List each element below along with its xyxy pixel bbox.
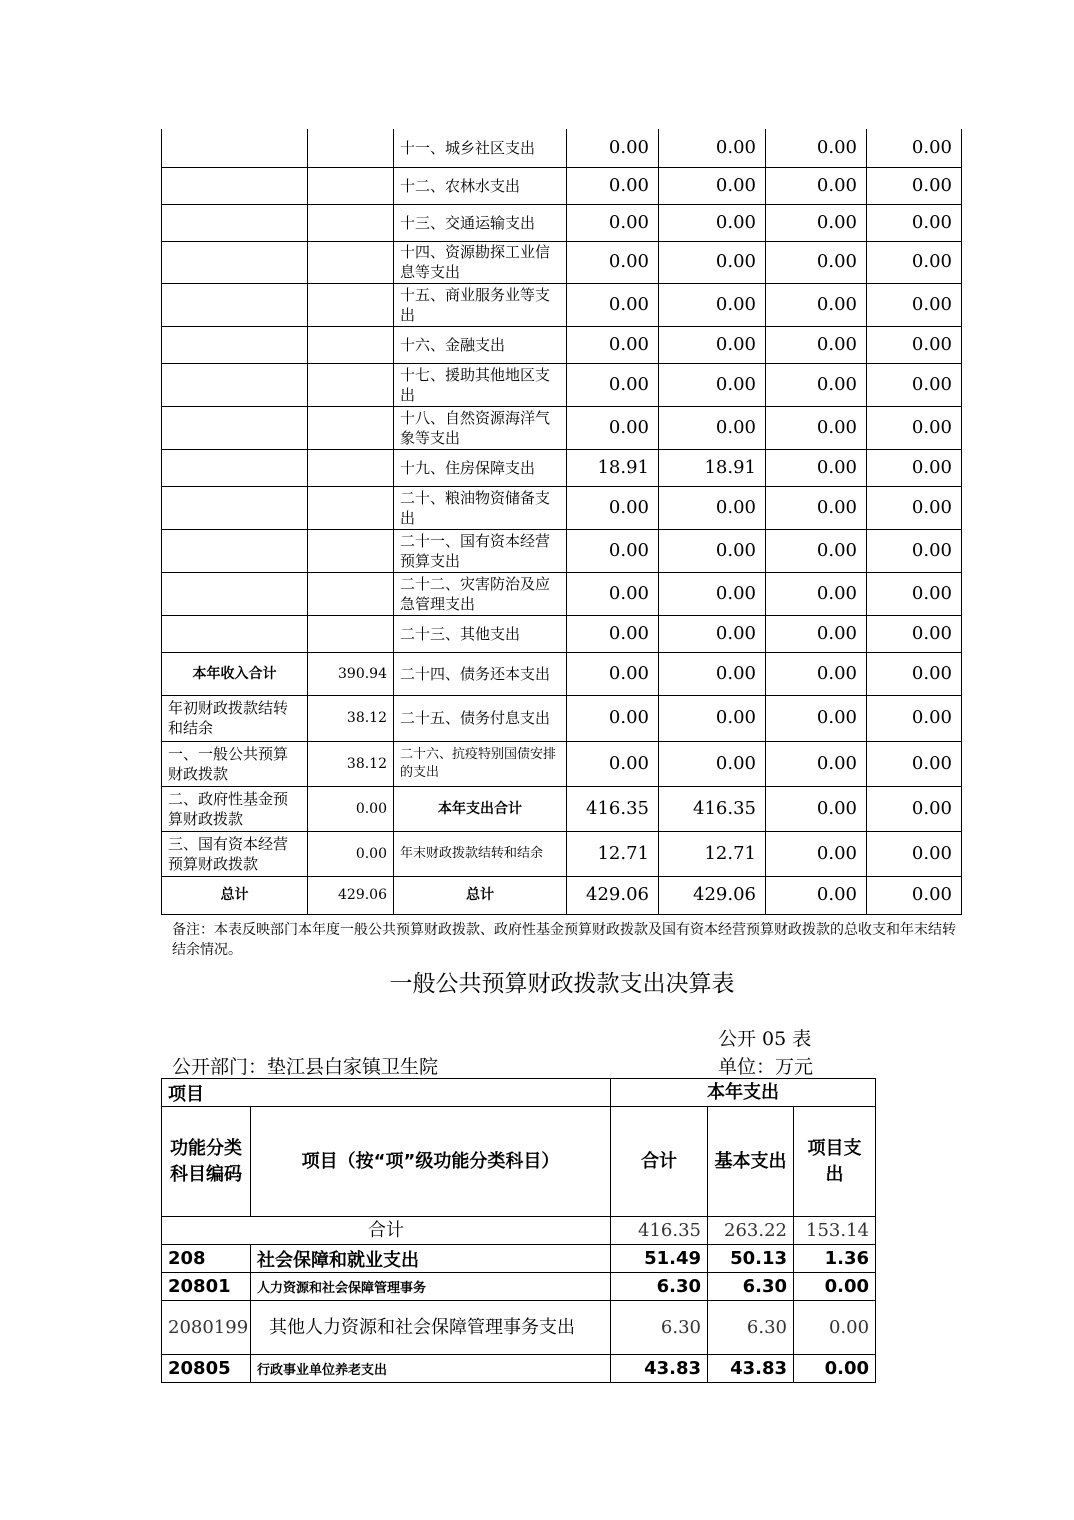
row-total: 43.83 xyxy=(611,1355,708,1383)
header-item: 项目 xyxy=(162,1079,611,1107)
fund-value: 0.00 xyxy=(766,486,867,529)
general-value: 0.00 xyxy=(659,167,766,204)
state-value: 0.00 xyxy=(867,831,962,876)
fund-value: 0.00 xyxy=(766,615,867,652)
income-expense-table xyxy=(161,129,962,915)
state-value: 0.00 xyxy=(867,449,962,486)
item-label: 二十五、债务付息支出 xyxy=(394,695,567,741)
left-value xyxy=(308,529,394,572)
item-label: 二十三、其他支出 xyxy=(394,615,567,652)
row-basic: 50.13 xyxy=(708,1245,794,1273)
left-label xyxy=(162,486,308,529)
fund-value: 0.00 xyxy=(766,529,867,572)
total-value: 0.00 xyxy=(567,486,659,529)
general-value: 0.00 xyxy=(659,283,766,326)
left-value xyxy=(308,204,394,241)
row-code: 20805 xyxy=(162,1355,251,1383)
expense-table xyxy=(161,1078,876,1383)
item-label: 二十六、抗疫特别国债安排的支出 xyxy=(394,741,567,786)
department-label: 公开部门：垫江县白家镇卫生院 xyxy=(172,1056,439,1078)
total-value: 0.00 xyxy=(567,363,659,406)
item-label: 十九、住房保障支出 xyxy=(394,449,567,486)
row-project: 0.00 xyxy=(794,1301,876,1355)
left-label: 本年收入合计 xyxy=(162,652,308,695)
fund-value: 0.00 xyxy=(766,695,867,741)
state-value: 0.00 xyxy=(867,529,962,572)
left-label xyxy=(162,241,308,283)
fund-value: 0.00 xyxy=(766,876,867,914)
row-project: 0.00 xyxy=(794,1355,876,1383)
left-value: 429.06 xyxy=(308,876,394,914)
left-value xyxy=(308,283,394,326)
state-value: 0.00 xyxy=(867,406,962,449)
left-value: 0.00 xyxy=(308,786,394,831)
state-value: 0.00 xyxy=(867,283,962,326)
item-label: 二十一、国有资本经营预算支出 xyxy=(394,529,567,572)
row-project: 0.00 xyxy=(794,1273,876,1301)
table-row xyxy=(162,1273,876,1301)
total-value: 0.00 xyxy=(567,326,659,363)
general-value: 0.00 xyxy=(659,129,766,167)
sum-project: 153.14 xyxy=(794,1217,876,1245)
col-code: 功能分类科目编码 xyxy=(162,1107,251,1217)
general-value: 0.00 xyxy=(659,615,766,652)
state-value: 0.00 xyxy=(867,572,962,615)
item-label: 十八、自然资源海洋气象等支出 xyxy=(394,406,567,449)
table-row xyxy=(162,741,962,786)
left-value: 390.94 xyxy=(308,652,394,695)
table-row xyxy=(162,1301,876,1355)
col-total: 合计 xyxy=(611,1107,708,1217)
state-value: 0.00 xyxy=(867,615,962,652)
item-label: 二十四、债务还本支出 xyxy=(394,652,567,695)
fund-value: 0.00 xyxy=(766,283,867,326)
left-label xyxy=(162,529,308,572)
left-label xyxy=(162,129,308,167)
row-code: 20801 xyxy=(162,1273,251,1301)
total-value: 18.91 xyxy=(567,449,659,486)
left-value xyxy=(308,363,394,406)
fund-value: 0.00 xyxy=(766,363,867,406)
table-row xyxy=(162,876,962,914)
fund-value: 0.00 xyxy=(766,167,867,204)
general-value: 0.00 xyxy=(659,204,766,241)
unit-label: 单位：万元 xyxy=(718,1056,814,1078)
left-label xyxy=(162,572,308,615)
left-label: 总计 xyxy=(162,876,308,914)
fund-value: 0.00 xyxy=(766,741,867,786)
table-row xyxy=(162,695,962,741)
row-total: 6.30 xyxy=(611,1273,708,1301)
table-row xyxy=(162,406,962,449)
fund-value: 0.00 xyxy=(766,406,867,449)
sum-basic: 263.22 xyxy=(708,1217,794,1245)
item-label: 本年支出合计 xyxy=(394,786,567,831)
fund-value: 0.00 xyxy=(766,241,867,283)
left-value xyxy=(308,326,394,363)
row-code: 208 xyxy=(162,1245,251,1273)
left-label xyxy=(162,615,308,652)
fund-value: 0.00 xyxy=(766,572,867,615)
left-label xyxy=(162,326,308,363)
table-title: 一般公共预算财政拨款支出决算表 xyxy=(389,971,735,997)
fund-value: 0.00 xyxy=(766,204,867,241)
state-value: 0.00 xyxy=(867,695,962,741)
sum-label: 合计 xyxy=(162,1217,611,1245)
item-label: 十四、资源勘探工业信息等支出 xyxy=(394,241,567,283)
row-name: 行政事业单位养老支出 xyxy=(251,1355,611,1383)
general-value: 429.06 xyxy=(659,876,766,914)
table-row xyxy=(162,204,962,241)
col-project: 项目支出 xyxy=(794,1107,876,1217)
left-value: 0.00 xyxy=(308,831,394,876)
total-value: 0.00 xyxy=(567,529,659,572)
left-label: 三、国有资本经营预算财政拨款 xyxy=(162,831,308,876)
item-label: 二十二、灾害防治及应急管理支出 xyxy=(394,572,567,615)
sum-total: 416.35 xyxy=(611,1217,708,1245)
table-row xyxy=(162,831,962,876)
total-value: 0.00 xyxy=(567,572,659,615)
row-name: 其他人力资源和社会保障管理事务支出 xyxy=(251,1301,611,1355)
table-row xyxy=(162,129,962,167)
item-label: 二十、粮油物资储备支出 xyxy=(394,486,567,529)
table-row xyxy=(162,652,962,695)
row-project: 1.36 xyxy=(794,1245,876,1273)
state-value: 0.00 xyxy=(867,129,962,167)
left-value xyxy=(308,406,394,449)
general-value: 18.91 xyxy=(659,449,766,486)
left-label: 二、政府性基金预算财政拨款 xyxy=(162,786,308,831)
general-value: 0.00 xyxy=(659,326,766,363)
state-value: 0.00 xyxy=(867,167,962,204)
table-row xyxy=(162,326,962,363)
general-value: 0.00 xyxy=(659,363,766,406)
total-value: 416.35 xyxy=(567,786,659,831)
general-value: 0.00 xyxy=(659,652,766,695)
left-value xyxy=(308,572,394,615)
table-row xyxy=(162,167,962,204)
total-value: 0.00 xyxy=(567,167,659,204)
row-basic: 6.30 xyxy=(708,1273,794,1301)
table-row xyxy=(162,486,962,529)
fund-value: 0.00 xyxy=(766,449,867,486)
left-value xyxy=(308,449,394,486)
item-label: 十三、交通运输支出 xyxy=(394,204,567,241)
state-value: 0.00 xyxy=(867,741,962,786)
item-label: 总计 xyxy=(394,876,567,914)
item-label: 十一、城乡社区支出 xyxy=(394,129,567,167)
general-value: 416.35 xyxy=(659,786,766,831)
left-label xyxy=(162,449,308,486)
state-value: 0.00 xyxy=(867,486,962,529)
row-name: 社会保障和就业支出 xyxy=(251,1245,611,1273)
left-label xyxy=(162,406,308,449)
left-value xyxy=(308,129,394,167)
total-value: 0.00 xyxy=(567,204,659,241)
state-value: 0.00 xyxy=(867,652,962,695)
left-value xyxy=(308,615,394,652)
total-value: 0.00 xyxy=(567,406,659,449)
left-label xyxy=(162,283,308,326)
row-name: 人力资源和社会保障管理事务 xyxy=(251,1273,611,1301)
total-value: 429.06 xyxy=(567,876,659,914)
col-name: 项目（按“项”级功能分类科目） xyxy=(251,1107,611,1217)
state-value: 0.00 xyxy=(867,786,962,831)
total-value: 0.00 xyxy=(567,283,659,326)
total-value: 0.00 xyxy=(567,741,659,786)
left-value: 38.12 xyxy=(308,741,394,786)
state-value: 0.00 xyxy=(867,241,962,283)
fund-value: 0.00 xyxy=(766,129,867,167)
item-label: 十六、金融支出 xyxy=(394,326,567,363)
left-label: 一、一般公共预算财政拨款 xyxy=(162,741,308,786)
total-value: 0.00 xyxy=(567,695,659,741)
total-value: 12.71 xyxy=(567,831,659,876)
fund-value: 0.00 xyxy=(766,831,867,876)
row-code: 2080199 xyxy=(162,1301,251,1355)
left-label xyxy=(162,363,308,406)
table-row xyxy=(162,1355,876,1383)
fund-value: 0.00 xyxy=(766,326,867,363)
fund-value: 0.00 xyxy=(766,786,867,831)
row-basic: 6.30 xyxy=(708,1301,794,1355)
item-label: 十七、援助其他地区支出 xyxy=(394,363,567,406)
total-value: 0.00 xyxy=(567,241,659,283)
header-expense: 本年支出 xyxy=(611,1079,876,1107)
state-value: 0.00 xyxy=(867,876,962,914)
table-row xyxy=(162,241,962,283)
state-value: 0.00 xyxy=(867,363,962,406)
total-value: 0.00 xyxy=(567,615,659,652)
table-number: 公开 05 表 xyxy=(718,1028,812,1050)
table-note: 备注：本表反映部门本年度一般公共预算财政拨款、政府性基金预算财政拨款及国有资本经营预算财政拨款的总收支和年末结转结余情况。 xyxy=(172,922,956,958)
row-total: 6.30 xyxy=(611,1301,708,1355)
general-value: 0.00 xyxy=(659,741,766,786)
table-row xyxy=(162,529,962,572)
left-label xyxy=(162,167,308,204)
left-value xyxy=(308,486,394,529)
general-value: 0.00 xyxy=(659,695,766,741)
state-value: 0.00 xyxy=(867,326,962,363)
total-value: 0.00 xyxy=(567,129,659,167)
general-value: 0.00 xyxy=(659,486,766,529)
left-label: 年初财政拨款结转和结余 xyxy=(162,695,308,741)
left-label xyxy=(162,204,308,241)
item-label: 年末财政拨款结转和结余 xyxy=(394,831,567,876)
table-row xyxy=(162,615,962,652)
left-value: 38.12 xyxy=(308,695,394,741)
item-label: 十二、农林水支出 xyxy=(394,167,567,204)
item-label: 十五、商业服务业等支出 xyxy=(394,283,567,326)
general-value: 0.00 xyxy=(659,241,766,283)
table-row xyxy=(162,1245,876,1273)
row-total: 51.49 xyxy=(611,1245,708,1273)
fund-value: 0.00 xyxy=(766,652,867,695)
row-basic: 43.83 xyxy=(708,1355,794,1383)
left-value xyxy=(308,167,394,204)
general-value: 0.00 xyxy=(659,406,766,449)
table-row xyxy=(162,363,962,406)
table-row xyxy=(162,572,962,615)
general-value: 0.00 xyxy=(659,529,766,572)
left-value xyxy=(308,241,394,283)
table-row xyxy=(162,449,962,486)
general-value: 12.71 xyxy=(659,831,766,876)
total-value: 0.00 xyxy=(567,652,659,695)
col-basic: 基本支出 xyxy=(708,1107,794,1217)
table-row xyxy=(162,283,962,326)
table-row xyxy=(162,786,962,831)
state-value: 0.00 xyxy=(867,204,962,241)
general-value: 0.00 xyxy=(659,572,766,615)
